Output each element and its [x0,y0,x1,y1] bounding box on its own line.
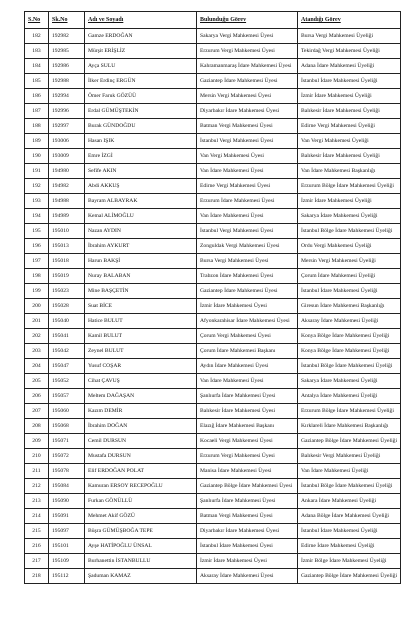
cell-current-post: Diyarbakır İdare Mahkemesi Üyesi [197,104,298,119]
cell-skno: 195097 [49,524,85,539]
cell-name: Cemil DURSUN [85,434,197,449]
cell-name: Mine BAŞÇETİN [85,284,197,299]
cell-current-post: Sakarya Vergi Mahkemesi Üyesi [197,29,298,44]
cell-name: Gamze ERDOĞAN [85,29,197,44]
cell-assigned-post: İstanbul İdare Mahkemesi Üyeliği [298,524,401,539]
table-row [25,329,401,344]
table-body [25,29,401,584]
cell-name: Ayça SULU [85,59,197,74]
cell-current-post: Erzurum Vergi Mahkemesi Üyesi [197,44,298,59]
cell-name: Kazım DEMİR [85,404,197,419]
cell-skno: 195091 [49,509,85,524]
cell-name: Nuray BALABAN [85,269,197,284]
cell-skno: 195041 [49,329,85,344]
table-row [25,389,401,404]
cell-assigned-post: Balıkesir İdare Mahkemesi Üyeliği [298,149,401,164]
table-row [25,59,401,74]
cell-name: Meltem DAĞAŞAN [85,389,197,404]
cell-assigned-post: Çorum İdare Mahkemesi Üyeliği [298,269,401,284]
cell-sno: 201 [25,314,49,329]
cell-name: Furkan GÖNÜLLÜ [85,494,197,509]
cell-current-post: Diyarbakır İdare Mahkemesi Üyesi [197,524,298,539]
cell-assigned-post: Adana İdare Mahkemesi Üyeliği [298,59,401,74]
cell-name: Elif ERDOĞAN POLAT [85,464,197,479]
cell-skno: 195010 [49,224,85,239]
cell-current-post: Gaziantep Bölge İdare Mahkemesi Üyesi [197,479,298,494]
cell-skno: 195060 [49,404,85,419]
cell-sno: 203 [25,344,49,359]
table-row [25,434,401,449]
cell-skno: 195068 [49,419,85,434]
header-name: Adı ve Soyadı [85,12,197,29]
cell-assigned-post: Edirne İdare Mahkemesi Üyeliği [298,539,401,554]
cell-sno: 200 [25,299,49,314]
cell-sno: 217 [25,554,49,569]
table-row [25,209,401,224]
cell-current-post: Aydın İdare Mahkemesi Üyesi [197,359,298,374]
table-row [25,344,401,359]
cell-assigned-post: Balıkesir İdare Mahkemesi Üyeliği [298,104,401,119]
cell-sno: 218 [25,569,49,584]
cell-sno: 206 [25,389,49,404]
cell-name: Yusuf COŞAR [85,359,197,374]
cell-name: Cihat ÇAVUŞ [85,374,197,389]
table-row [25,284,401,299]
cell-sno: 193 [25,194,49,209]
cell-assigned-post: Balıkesir Vergi Mahkemesi Üyeliği [298,449,401,464]
cell-current-post: Gaziantep İdare Mahkemesi Üyesi [197,284,298,299]
cell-sno: 215 [25,524,49,539]
cell-sno: 191 [25,164,49,179]
cell-name: Nazan AYDIN [85,224,197,239]
cell-current-post: Batman Vergi Mahkemesi Üyesi [197,509,298,524]
cell-skno: 195040 [49,314,85,329]
cell-name: Hasan IŞIK [85,134,197,149]
table-row [25,494,401,509]
table-row [25,104,401,119]
appointment-table [24,11,401,584]
cell-current-post: İstanbul Vergi Mahkemesi Üyesi [197,224,298,239]
cell-assigned-post: İstanbul İdare Mahkemesi Üyeliği [298,284,401,299]
cell-sno: 186 [25,89,49,104]
cell-assigned-post: Ordu Vergi Mahkemesi Üyeliği [298,239,401,254]
table-row [25,134,401,149]
table-row [25,29,401,44]
cell-assigned-post: İzmir İdare Mahkemesi Üyeliği [298,89,401,104]
cell-sno: 211 [25,464,49,479]
cell-sno: 194 [25,209,49,224]
cell-name: Kamil BULUT [85,329,197,344]
cell-current-post: Kahramanmaraş İdare Mahkemesi Üyesi [197,59,298,74]
cell-name: İlker Erdinç ERGÜN [85,74,197,89]
cell-skno: 195109 [49,554,85,569]
cell-assigned-post: Antalya İdare Mahkemesi Üyeliği [298,389,401,404]
cell-assigned-post: İzmir İdare Mahkemesi Üyeliği [298,194,401,209]
cell-skno: 195078 [49,464,85,479]
cell-skno: 195013 [49,239,85,254]
cell-name: Mehmet Akif GÖZÜ [85,509,197,524]
table-row [25,464,401,479]
cell-assigned-post: İstanbul Bölge İdare Mahkemesi Üyeliği [298,479,401,494]
cell-sno: 214 [25,509,49,524]
header-current-post: Bulunduğu Görev [197,12,298,29]
table-row [25,314,401,329]
cell-sno: 182 [25,29,49,44]
cell-sno: 210 [25,449,49,464]
cell-skno: 195090 [49,494,85,509]
cell-current-post: Van İdare Mahkemesi Üyesi [197,209,298,224]
cell-skno: 192997 [49,119,85,134]
cell-skno: 195057 [49,389,85,404]
cell-name: İbrahim DOĞAN [85,419,197,434]
table-row [25,44,401,59]
cell-sno: 197 [25,254,49,269]
cell-current-post: İstanbul İdare Mahkemesi Üyesi [197,539,298,554]
cell-assigned-post: Adana Bölge İdare Mahkemesi Üyeliği [298,509,401,524]
cell-name: Kemal ALİMOĞLU [85,209,197,224]
cell-skno: 195042 [49,344,85,359]
cell-name: Ömer Faruk GÖZÜÜ [85,89,197,104]
table-row [25,479,401,494]
table-row [25,269,401,284]
cell-name: Harun BAKŞİ [85,254,197,269]
cell-assigned-post: Aksaray İdare Mahkemesi Üyeliği [298,314,401,329]
cell-skno: 195084 [49,479,85,494]
cell-current-post: Kocaeli Vergi Mahkemesi Üyesi [197,434,298,449]
cell-assigned-post: Gaziantep Bölge İdare Mahkemesi Üyeliği [298,569,401,584]
cell-sno: 209 [25,434,49,449]
cell-assigned-post: İstanbul İdare Mahkemesi Üyeliği [298,74,401,89]
table-row [25,224,401,239]
cell-current-post: İstanbul Vergi Mahkemesi Üyesi [197,134,298,149]
cell-name: Abdi AKKUŞ [85,179,197,194]
cell-name: İbrahim AYKURT [85,239,197,254]
cell-current-post: Çorum Vergi Mahkemesi Üyesi [197,329,298,344]
cell-skno: 192985 [49,44,85,59]
table-row [25,524,401,539]
table-row [25,509,401,524]
appointment-list-page [24,11,400,584]
cell-skno: 195052 [49,374,85,389]
cell-skno: 192986 [49,59,85,74]
cell-name: Büşra GÜMÜŞBOĞA TEPE [85,524,197,539]
cell-skno: 195072 [49,449,85,464]
cell-assigned-post: Konya Bölge İdare Mahkemesi Üyeliği [298,329,401,344]
cell-skno: 194980 [49,164,85,179]
cell-sno: 188 [25,119,49,134]
table-row [25,404,401,419]
cell-sno: 205 [25,374,49,389]
cell-sno: 189 [25,134,49,149]
cell-current-post: Edirne Vergi Mahkemesi Üyesi [197,179,298,194]
cell-assigned-post: Erzurum Bölge İdare Mahkemesi Üyeliği [298,179,401,194]
cell-skno: 195047 [49,359,85,374]
cell-skno: 194988 [49,194,85,209]
cell-sno: 196 [25,239,49,254]
cell-assigned-post: Van İdare Mahkemesi Başkanlığı [298,164,401,179]
cell-name: Bayram ALBAYRAK [85,194,197,209]
cell-name: Zeynel BULUT [85,344,197,359]
cell-current-post: Aksaray İdare Mahkemesi Üyesi [197,569,298,584]
cell-assigned-post: Sakarya İdare Mahkemesi Üyeliği [298,374,401,389]
cell-current-post: Batman Vergi Mahkemesi Üyesi [197,119,298,134]
cell-assigned-post: Ankara İdare Mahkemesi Üyeliği [298,494,401,509]
cell-name: Sefife AKIN [85,164,197,179]
cell-skno: 195019 [49,269,85,284]
cell-current-post: Balıkesir İdare Mahkemesi Üyesi [197,404,298,419]
cell-skno: 195101 [49,539,85,554]
cell-name: Emre İZGİ [85,149,197,164]
cell-assigned-post: İzmir Bölge İdare Mahkemesi Üyeliği [298,554,401,569]
cell-assigned-post: Edirne Vergi Mahkemesi Üyeliği [298,119,401,134]
cell-skno: 192996 [49,104,85,119]
cell-current-post: Van Vergi Mahkemesi Üyesi [197,149,298,164]
header-skno: Sk.No [49,12,85,29]
table-row [25,74,401,89]
cell-current-post: Trabzon İdare Mahkemesi Üyesi [197,269,298,284]
cell-current-post: Mersin Vergi Mahkemesi Üyesi [197,89,298,104]
cell-assigned-post: İstanbul Bölge İdare Mahkemesi Üyeliği [298,359,401,374]
cell-current-post: Şanlıurfa İdare Mahkemesi Üyesi [197,494,298,509]
cell-skno: 195023 [49,284,85,299]
cell-sno: 213 [25,494,49,509]
cell-current-post: Afyonkarahisar İdare Mahkemesi Üyesi [197,314,298,329]
cell-sno: 185 [25,74,49,89]
header-assigned-post: Atandığı Görev [298,12,401,29]
cell-skno: 194982 [49,179,85,194]
cell-skno: 195028 [49,299,85,314]
cell-name: Mürşit ERİŞLİZ [85,44,197,59]
cell-current-post: Gaziantep İdare Mahkemesi Üyesi [197,74,298,89]
table-row [25,179,401,194]
cell-sno: 208 [25,419,49,434]
cell-sno: 204 [25,359,49,374]
cell-current-post: Van İdare Mahkemesi Üyesi [197,374,298,389]
cell-sno: 183 [25,44,49,59]
cell-current-post: Elazığ İdare Mahkemesi Başkanı [197,419,298,434]
cell-current-post: Çorum İdare Mahkemesi Başkanı [197,344,298,359]
cell-sno: 190 [25,149,49,164]
table-row [25,374,401,389]
cell-assigned-post: Gaziantep Bölge İdare Mahkemesi Üyeliği [298,434,401,449]
cell-skno: 193006 [49,134,85,149]
table-row [25,254,401,269]
table-row [25,569,401,584]
cell-name: Ayşe HATİPOĞLU ÜNSAL [85,539,197,554]
cell-skno: 193009 [49,149,85,164]
cell-sno: 212 [25,479,49,494]
cell-assigned-post: Mersin Vergi Mahkemesi Üyeliği [298,254,401,269]
cell-name: Şaduman KAMAZ [85,569,197,584]
cell-current-post: Manisa İdare Mahkemesi Üyesi [197,464,298,479]
cell-name: Suat BİCE [85,299,197,314]
cell-sno: 216 [25,539,49,554]
cell-assigned-post: İstanbul Bölge İdare Mahkemesi Üyeliği [298,224,401,239]
cell-current-post: Erzurum İdare Mahkemesi Üyesi [197,194,298,209]
table-row [25,449,401,464]
cell-name: Burhanettin İSTANBULLU [85,554,197,569]
table-header-row [25,12,401,29]
cell-current-post: Bursa Vergi Mahkemesi Üyesi [197,254,298,269]
cell-skno: 195018 [49,254,85,269]
cell-current-post: Şanlıurfa İdare Mahkemesi Üyesi [197,389,298,404]
cell-assigned-post: Van Vergi Mahkemesi Üyeliği [298,134,401,149]
cell-name: Hatice BULUT [85,314,197,329]
cell-sno: 198 [25,269,49,284]
table-row [25,149,401,164]
cell-current-post: İzmir İdare Mahkemesi Üyesi [197,299,298,314]
cell-skno: 192988 [49,74,85,89]
cell-sno: 202 [25,329,49,344]
cell-assigned-post: Tekirdağ Vergi Mahkemesi Üyeliği [298,44,401,59]
table-row [25,194,401,209]
table-row [25,164,401,179]
cell-assigned-post: Konya Bölge İdare Mahkemesi Üyeliği [298,344,401,359]
cell-sno: 199 [25,284,49,299]
cell-assigned-post: Sakarya İdare Mahkemesi Üyeliği [298,209,401,224]
cell-sno: 192 [25,179,49,194]
cell-assigned-post: Bursa Vergi Mahkemesi Üyeliği [298,29,401,44]
table-row [25,359,401,374]
cell-current-post: Van İdare Mahkemesi Üyesi [197,164,298,179]
cell-current-post: Erzurum Vergi Mahkemesi Üyesi [197,449,298,464]
cell-name: Kamuran ERSOY RECEPOĞLU [85,479,197,494]
cell-assigned-post: Giresun İdare Mahkemesi Başkanlığı [298,299,401,314]
table-row [25,119,401,134]
cell-skno: 195112 [49,569,85,584]
cell-assigned-post: Van İdare Mahkemesi Üyeliği [298,464,401,479]
cell-current-post: Zonguldak Vergi Mahkemesi Üyesi [197,239,298,254]
cell-sno: 195 [25,224,49,239]
cell-skno: 195071 [49,434,85,449]
cell-name: Burak GÜNDOĞDU [85,119,197,134]
cell-assigned-post: Kırklareli İdare Mahkemesi Başkanlığı [298,419,401,434]
table-row [25,299,401,314]
cell-skno: 192994 [49,89,85,104]
header-sno: S.No [25,12,49,29]
cell-assigned-post: Erzurum Bölge İdare Mahkemesi Üyeliği [298,404,401,419]
cell-current-post: İzmir İdare Mahkemesi Üyesi [197,554,298,569]
table-row [25,554,401,569]
table-row [25,239,401,254]
cell-sno: 187 [25,104,49,119]
table-row [25,419,401,434]
cell-name: Erdal GÜMÜŞTEKİN [85,104,197,119]
cell-sno: 207 [25,404,49,419]
cell-name: Mustafa DURSUN [85,449,197,464]
table-row [25,539,401,554]
cell-sno: 184 [25,59,49,74]
table-row [25,89,401,104]
cell-skno: 194989 [49,209,85,224]
cell-skno: 192982 [49,29,85,44]
